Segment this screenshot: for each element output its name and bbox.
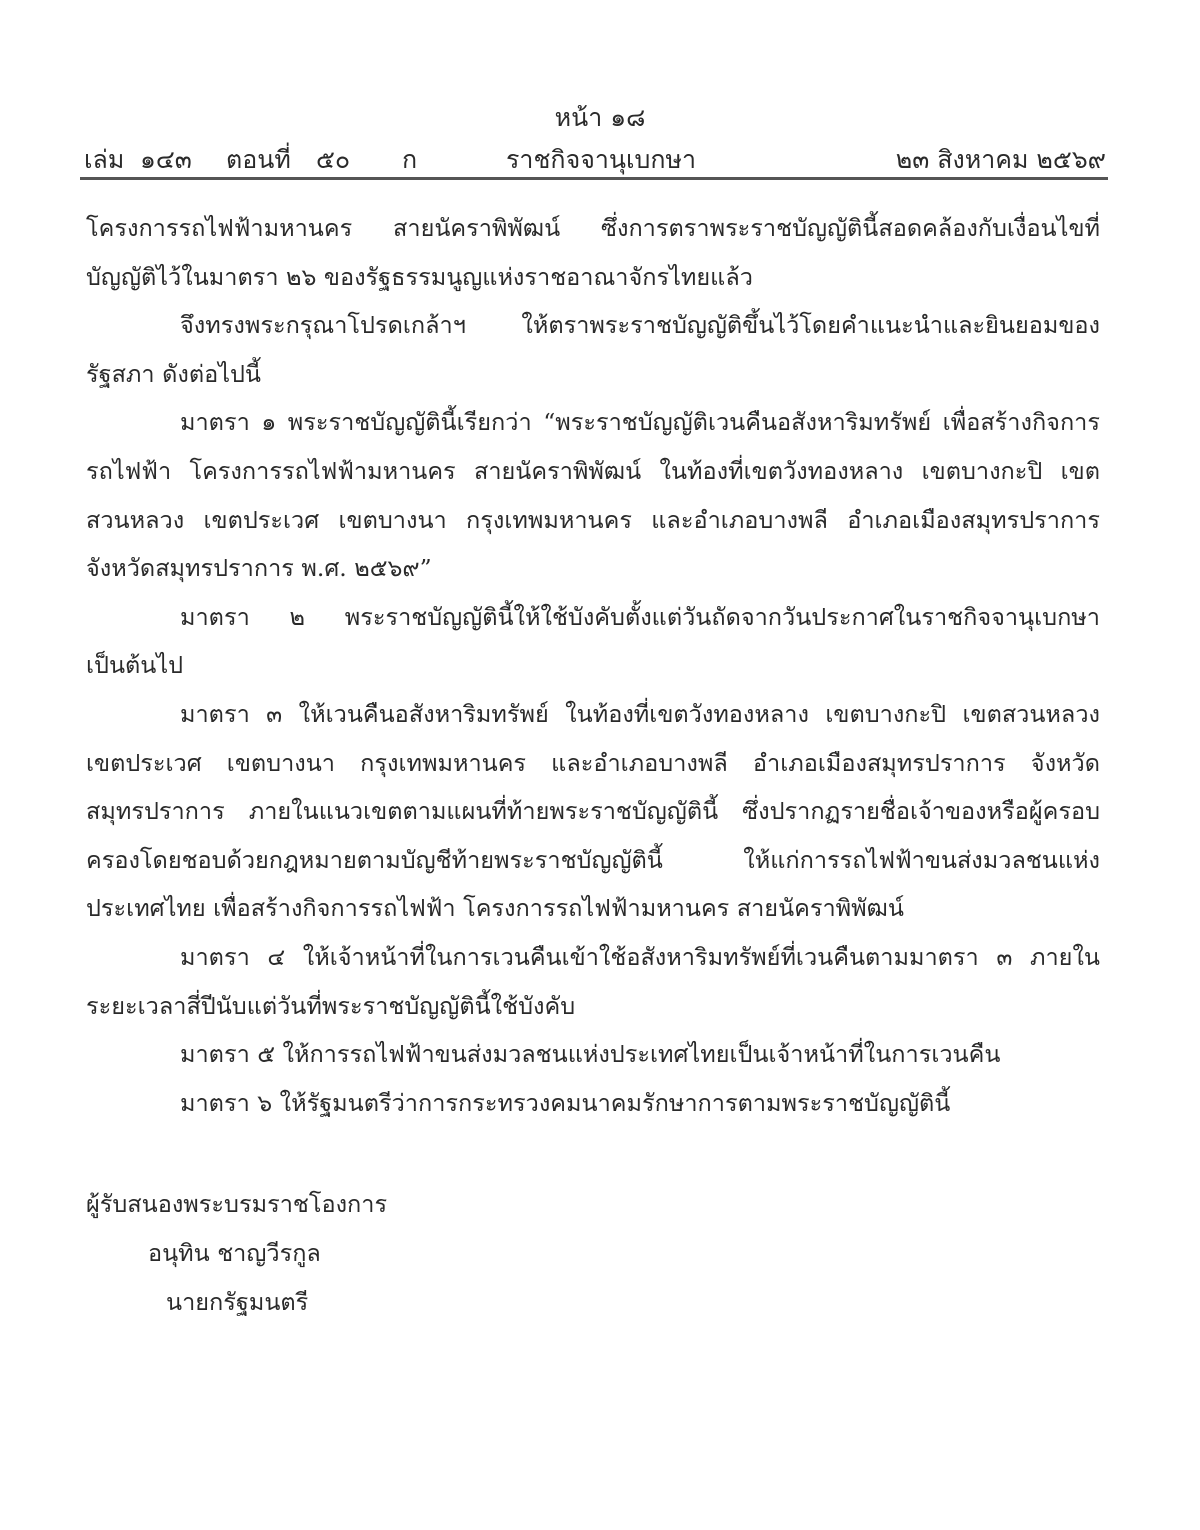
issue-number: ๕๐	[316, 145, 351, 174]
signatory-position: นายกรัฐมนตรี	[166, 1288, 309, 1316]
volume-label: เล่ม	[84, 145, 125, 174]
section-4: มาตรา ๔ ให้เจ้าหน้าที่ในการเวนคืนเข้าใช้อสังหาริมทรัพย์ที่เวนคืนตามมาตรา ๓ ภายในระยะเวลาสี่ปีนับแต่วันที่พระราชบัญญัตินี้ใช้บังคับ	[86, 942, 1100, 1020]
section-5: มาตรา ๕ ให้การรถไฟฟ้าขนส่งมวลชนแห่งประเทศไทยเป็นเจ้าหน้าที่ในการเวนคืน	[180, 1040, 1001, 1069]
document-body	[86, 204, 1100, 1127]
gazette-header	[84, 140, 1106, 174]
page-number: หน้า ๑๘	[554, 103, 646, 132]
preamble-continuation: โครงการรถไฟฟ้ามหานคร สายนัคราพิพัฒน์ ซึ่งการตราพระราชบัญญัตินี้สอดคล้องกับเงื่อนไขที่บัญญัติไว้ในมาตรา ๒๖ ของรัฐธรรมนูญแห่งราชอาณาจักรไทยแล้ว	[86, 214, 1100, 291]
signature-block	[86, 1180, 387, 1327]
section-letter: ก	[402, 145, 418, 174]
section-3: มาตรา ๓ ให้เวนคืนอสังหาริมทรัพย์ ในท้องที่เขตวังทองหลาง เขตบางกะปิ เขตสวนหลวง เขตประเวศ เขตบางนา กรุงเทพมหานคร และอำเภอบางพลี อำเภอเมืองสมุทรปราการ จังหวัดสมุทรปราการ ภายในแนวเขตตามแผนที่ท้ายพระราชบัญญัตินี้ ซึ่งปรากฏรายชื่อเจ้าของหรือผู้ครอบครองโดยชอบด้วยกฎหมายตามบัญชีท้ายพระราชบัญญัตินี้ ให้แก่การรถไฟฟ้าขนส่งมวลชนแห่งประเทศไทย เพื่อสร้างกิจการรถไฟฟ้า โครงการรถไฟฟ้ามหานคร สายนัคราพิพัฒน์	[86, 699, 1100, 923]
header-divider	[80, 177, 1108, 180]
volume-number: ๑๔๓	[140, 145, 192, 174]
countersign-label: ผู้รับสนองพระบรมราชโองการ	[86, 1190, 388, 1218]
section-1: มาตรา ๑ พระราชบัญญัตินี้เรียกว่า “พระราชบัญญัติเวนคืนอสังหาริมทรัพย์ เพื่อสร้างกิจการรถไฟฟ้า โครงการรถไฟฟ้ามหานคร สายนัคราพิพัฒน์ ในท้องที่เขตวังทองหลาง เขตบางกะปิ เขตสวนหลวง เขตประเวศ เขตบางนา กรุงเทพมหานคร และอำเภอบางพลี อำเภอเมืองสมุทรปราการ จังหวัดสมุทรปราการ พ.ศ. ๒๕๖๙”	[86, 408, 1100, 583]
publication-date: ๒๓ สิงหาคม ๒๕๖๙	[895, 145, 1106, 174]
section-2: มาตรา ๒ พระราชบัญญัตินี้ให้ใช้บังคับตั้งแต่วันถัดจากวันประกาศในราชกิจจานุเบกษาเป็นต้นไป	[86, 602, 1100, 680]
issue-label: ตอนที่	[226, 145, 291, 174]
signatory-name: อนุทิน ชาญวีรกูล	[148, 1239, 321, 1267]
gazette-name: ราชกิจจานุเบกษา	[506, 145, 697, 174]
enactment-clause: จึงทรงพระกรุณาโปรดเกล้าฯ ให้ตราพระราชบัญญัติขึ้นไว้โดยคำแนะนำและยินยอมของรัฐสภา ดังต่อไปนี้	[86, 311, 1100, 388]
section-6: มาตรา ๖ ให้รัฐมนตรีว่าการกระทรวงคมนาคมรักษาการตามพระราชบัญญัตินี้	[180, 1088, 951, 1117]
